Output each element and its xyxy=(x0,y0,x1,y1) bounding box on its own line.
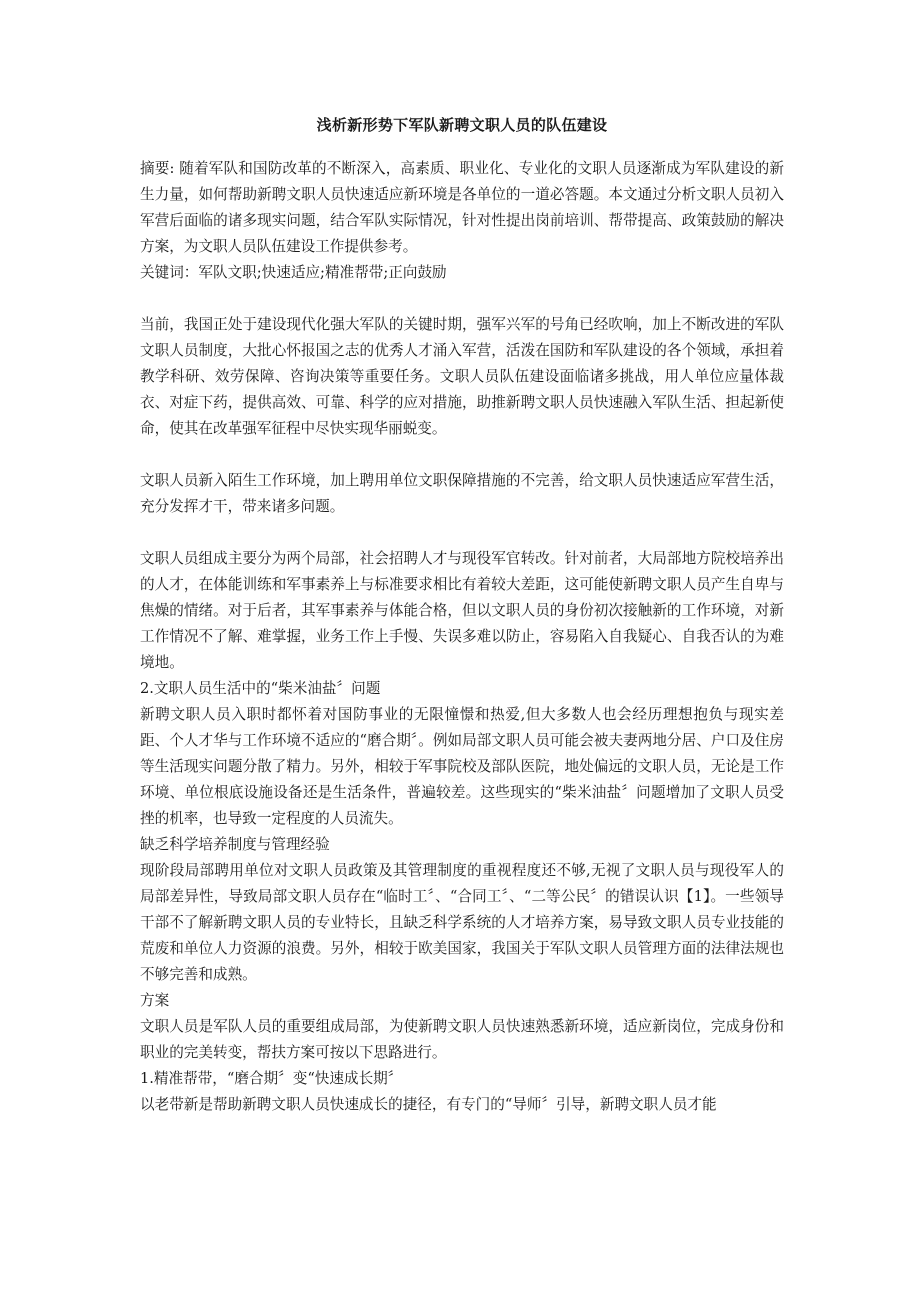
section-heading-management: 缺乏科学培养制度与管理经验 xyxy=(140,836,330,853)
section-heading-life-issues: 2.文职人员生活中的“柴米油盐〞问题 xyxy=(140,680,381,697)
keywords-line: 关键词：军队文职;快速适应;精准帮带;正向鼓励 xyxy=(140,264,447,281)
paragraph-spacer xyxy=(140,442,784,468)
mentoring-paragraph: 以老带新是帮助新聘文职人员快速成长的捷径，有专门的“导师〞引导，新聘文职人员才能 xyxy=(140,1096,717,1113)
document-title: 浅析新形势下军队新聘文职人员的队伍建设 xyxy=(316,116,608,134)
plan-paragraph: 文职人员是军队人员的重要组成局部，为使新聘文职人员快速熟悉新环境，适应新岗位，完成身份和职业的完美转变，帮扶方案可按以下思路进行。 xyxy=(140,1018,784,1061)
paragraph-spacer xyxy=(140,286,784,312)
composition-paragraph: 文职人员组成主要分为两个局部，社会招聘人才与现役军官转改。针对前者，大局部地方院校培养出的人才，在体能训练和军事素养上与标准要求相比有着较大差距，这可能使新聘文职人员产生自卑与焦燥的情绪。对于后者，其军事素养与体能合格，但以文职人员的身份初次接触新的工作环境，对新工作情况不了解、难掌握，业务工作上手慢、失误多难以防止，容易陷入自我疑心、自我否认的为难境地。 xyxy=(140,550,784,671)
paragraph-spacer xyxy=(140,520,784,546)
abstract-paragraph: 摘要: 随着军队和国防改革的不断深入，高素质、职业化、专业化的文职人员逐渐成为军队建设的新生力量，如何帮助新聘文职人员快速适应新环境是各单位的一道必答题。本文通过分析文职人员初入军营后面临的诸多现实问题，结合军队实际情况，针对性提出岗前培训、帮带提高、政策鼓励的解决方案，为文职人员队伍建设工作提供参考。 xyxy=(140,160,784,255)
section-heading-plan: 方案 xyxy=(140,992,170,1009)
section-heading-mentoring: 1.精准帮带，“磨合期〞变“快速成长期〞 xyxy=(140,1070,403,1087)
environment-paragraph: 文职人员新入陌生工作环境，加上聘用单位文职保障措施的不完善，给文职人员快速适应军营生活，充分发挥才干，带来诸多问题。 xyxy=(140,472,784,515)
intro-paragraph: 当前，我国正处于建设现代化强大军队的关键时期，强军兴军的号角已经吹响，加上不断改进的军队文职人员制度，大批心怀报国之志的优秀人才涌入军营，活泼在国防和军队建设的各个领域，承担着教学科研、效劳保障、咨询决策等重要任务。文职人员队伍建设面临诸多挑战，用人单位应量体裁衣、对症下药，提供高效、可靠、科学的应对措施，助推新聘文职人员快速融入军队生活、担起新使命，使其在改革强军征程中尽快实现华丽蜕变。 xyxy=(140,316,784,437)
life-issues-paragraph: 新聘文职人员入职时都怀着对国防事业的无限憧憬和热爱,但大多数人也会经历理想抱负与现实差距、个人才华与工作环境不适应的“磨合期〞。例如局部文职人员可能会被夫妻两地分居、户口及住房等生活现实问题分散了精力。另外，相较于军事院校及部队医院，地处偏远的文职人员，无论是工作环境、单位根底设施设备还是生活条件，普遍较差。这些现实的“柴米油盐〞问题增加了文职人员受挫的机率，也导致一定程度的人员流失。 xyxy=(140,706,784,827)
document-page xyxy=(140,112,784,1118)
management-paragraph: 现阶段局部聘用单位对文职人员政策及其管理制度的重视程度还不够,无视了文职人员与现役军人的局部差异性，导致局部文职人员存在“临时工〞、“合同工〞、“二等公民〞的错误认识【1】。一些领导干部不了解新聘文职人员的专业特长，且缺乏科学系统的人才培养方案，易导致文职人员专业技能的荒废和单位人力资源的浪费。另外，相较于欧美国家，我国关于军队文职人员管理方面的法律法规也不够完善和成熟。 xyxy=(140,862,784,983)
